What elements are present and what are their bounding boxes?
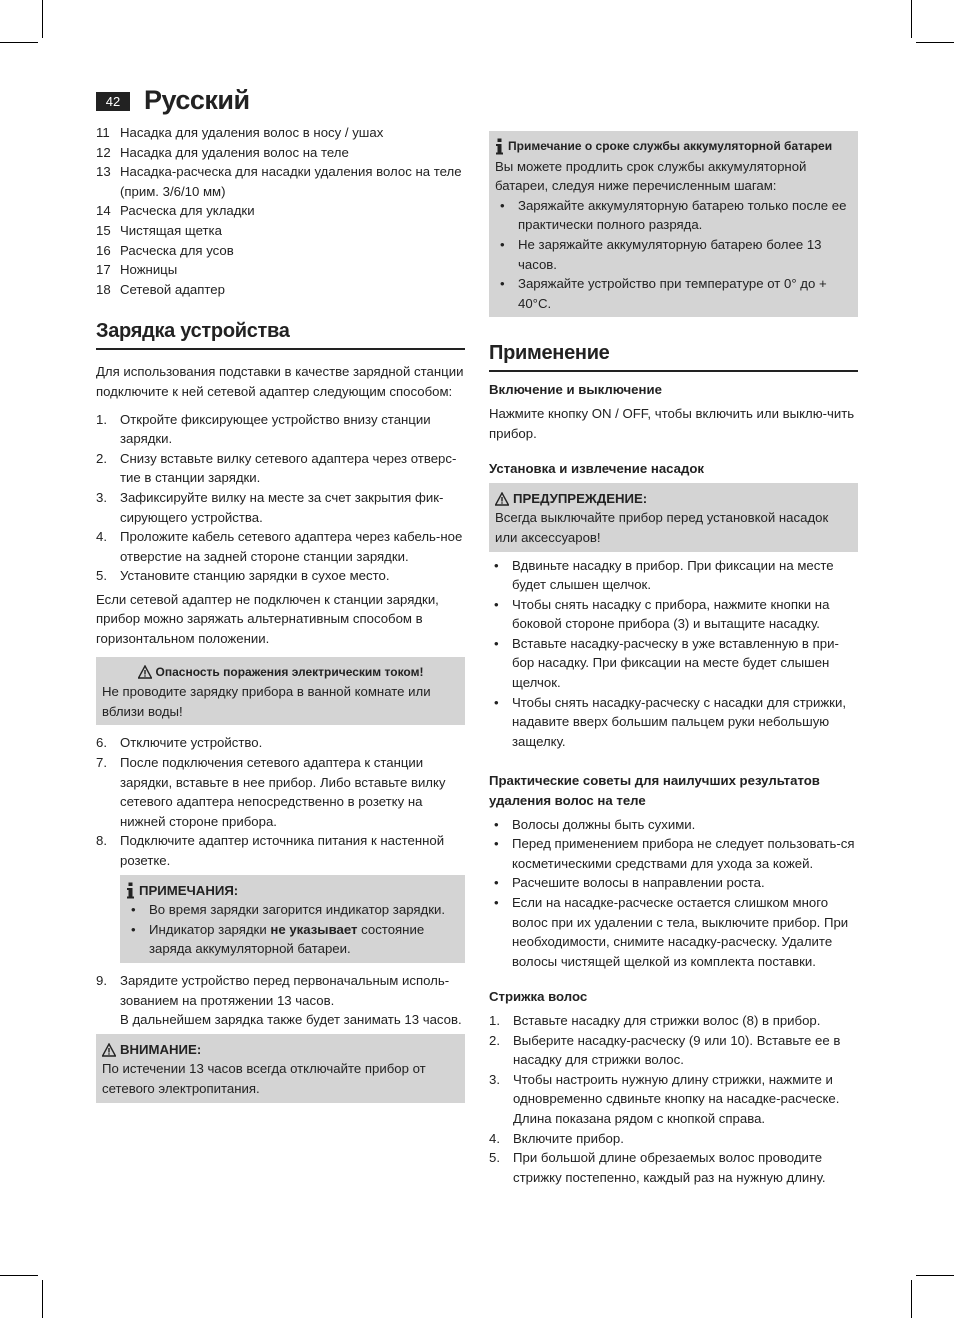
list-item: • Индикатор зарядки не указывает состояние заряда аккумуляторной батареи. [131,921,425,957]
crop-mark [916,1275,954,1276]
attention-text: По истечении 13 часов всегда отключайте прибор от сетевого электропитания. [102,1061,426,1096]
battery-note-intro: Вы можете продлить срок службы аккумуляторной батареи, следуя ниже перечисленным шагам: [495,158,807,194]
danger-title: Опасность поражения электрическим током! [155,664,424,679]
section-heading-usage: Применение [489,341,858,372]
list-item: • Расчешите волосы в направлении роста. [494,875,765,891]
list-item: • Чтобы снять насадку-расческу с насадки для стрижки, надавите вверх большим пальцем руки небольшую защелку. [494,694,846,749]
list-item: 18 Сетевой адаптер [96,281,225,297]
list-item: 12 Насадка для удаления волос на теле [96,144,349,160]
warning-triangle-icon [102,1043,116,1057]
list-item: 3. Чтобы настроить нужную длину стрижки, нажмите и одновременно сдвиньте кнопку на насадке-расческе. Длина показана рядом с кнопкой справа. [489,1071,840,1126]
list-item: 8. Подключите адаптер источника питания к настенной розетке. [96,833,445,868]
onoff-text: Нажмите кнопку ON / OFF, чтобы включить или выклю-чить прибор. [489,405,855,441]
list-item: 4. Проложите кабель сетевого адаптера через кабель-ное отверстие на задней стороне станции зарядки. [96,529,463,564]
list-item: • Не заряжайте аккумуляторную батарею более 13 часов. [500,236,822,272]
info-icon [126,882,135,899]
subheading-haircut: Стрижка волос [489,989,588,1005]
battery-note-box [489,131,858,317]
list-item: • Заряжайте устройство при температуре от 0° до + 40°С. [500,276,827,311]
page-number: 42 [96,92,130,111]
battery-note-list [495,196,852,314]
crop-mark [0,42,38,43]
warning-triangle-icon [495,492,509,506]
list-item: 4. Включите прибор. [489,1130,624,1146]
list-item: 6. Отключите устройство. [96,735,263,751]
list-item: • Во время зарядки загорится индикатор зарядки. [131,902,446,918]
subheading-tips: Практические советы для наилучших результатов удаления волос на теле [489,773,820,809]
section-heading-charging: Зарядка устройства [96,319,465,350]
left-column [96,123,465,1103]
warning-title: ПРЕДУПРЕЖДЕНИЕ: [513,490,648,506]
list-item: • Вставьте насадку-расческу в уже вставленную в при-бор насадку. При фиксации на месте будет слышен щелчок. [494,635,839,691]
crop-mark [911,1280,912,1318]
right-column [489,131,858,1187]
list-item: • Вдвиньте насадку в прибор. При фиксации на месте будет слышен щелчок. [494,557,834,593]
list-item: 7. После подключения сетевого адаптера к станции зарядки, вставьте в нее прибор. Либо вставьте вилку сетевого адаптера непосредственно в розетку на нижней стороне прибора. [96,755,446,829]
list-item: 9. Зарядите устройство перед первоначальным исполь-зованием на протяжении 13 часов. В дальнейшем зарядка также будет занимать 13 часов. [96,972,462,1028]
list-item: • Если на насадке-расческе остается слишком много волос при их удалении с тела, выключите прибор. При необходимости, снимите насадку-расческу. Удалите волосы чистящей щелкой из комплекта поставки. [494,895,849,969]
crop-mark [916,42,954,43]
list-item: 5. При большой длине обрезаемых волос проводите стрижку постепенно, каждый раз на нужную длину. [489,1150,826,1185]
attachments-list [489,556,858,752]
haircut-steps [489,1011,858,1187]
danger-text: Не проводите зарядку прибора в ванной комнате или вблизи воды! [102,684,431,719]
charging-steps-continued [96,733,465,870]
list-item: 1. Откройте фиксирующее устройство внизу станции зарядки. [96,411,431,447]
list-item: 2. Снизу вставьте вилку сетевого адаптера через отверс-тие в станции зарядки. [96,450,457,486]
notes-box [120,875,465,963]
tips-list [489,815,858,972]
warning-box [489,483,858,552]
list-item: 14 Расческа для укладки [96,203,255,219]
page-title: Русский [144,85,250,115]
list-item: 1. Вставьте насадку для стрижки волос (8) в прибор. [489,1012,821,1028]
battery-note-title: Примечание о сроке службы аккумуляторной батареи [508,139,833,153]
list-item: 11 Насадка для удаления волос в носу / ушах [96,125,384,140]
list-item: • Заряжайте аккумуляторную батарею только после ее практически полного разряда. [500,197,847,233]
alt-charging-text: Если сетевой адаптер не подключен к станции зарядки, прибор можно заряжать альтернативным способом в горизонтальном положении. [96,591,439,647]
list-item: 13 Насадка-расческа для насадки удаления волос на теле (прим. 3/6/10 мм) [96,164,462,199]
list-item: 16 Расческа для усов [96,242,234,258]
attention-title: ВНИМАНИЕ: [120,1041,202,1057]
charging-step-9 [96,971,465,1030]
subheading-attachments: Установка и извлечение насадок [489,461,705,477]
list-item: 5. Установите станцию зарядки в сухое место. [96,568,390,584]
list-item: 17 Ножницы [96,262,178,278]
info-icon [495,138,504,155]
warning-text: Всегда выключайте прибор перед установкой насадок или аксессуаров! [495,510,829,545]
danger-box [96,657,465,726]
notes-title: ПРИМЕЧАНИЯ: [139,882,239,898]
warning-triangle-icon [138,665,152,679]
crop-mark [42,0,43,38]
charging-steps [96,410,465,586]
list-item: 3. Зафиксируйте вилку на месте за счет закрытия фик-сирующего устройства. [96,489,444,525]
list-item: • Волосы должны быть сухими. [494,816,696,832]
list-item: 2. Выберите насадку-расческу (9 или 10). Вставьте ее в насадку для стрижки волос. [489,1032,841,1068]
crop-mark [0,1275,38,1276]
subheading-onoff: Включение и выключение [489,382,662,398]
charging-intro: Для использования подставки в качестве зарядной станции подключите к ней сетевой адаптер следующим способом: [96,364,464,399]
attention-box [96,1034,465,1103]
crop-mark [911,0,912,38]
parts-list [96,123,465,299]
notes-list [126,900,459,959]
list-item: • Чтобы снять насадку с прибора, нажмите кнопки на боковой стороне прибора (3) и вытащите насадку. [494,596,830,632]
list-item: • Перед применением прибора не следует пользовать-ся косметическими средствами для ухода за кожей. [494,836,855,871]
list-item: 15 Чистящая щетка [96,222,222,238]
crop-mark [42,1280,43,1318]
